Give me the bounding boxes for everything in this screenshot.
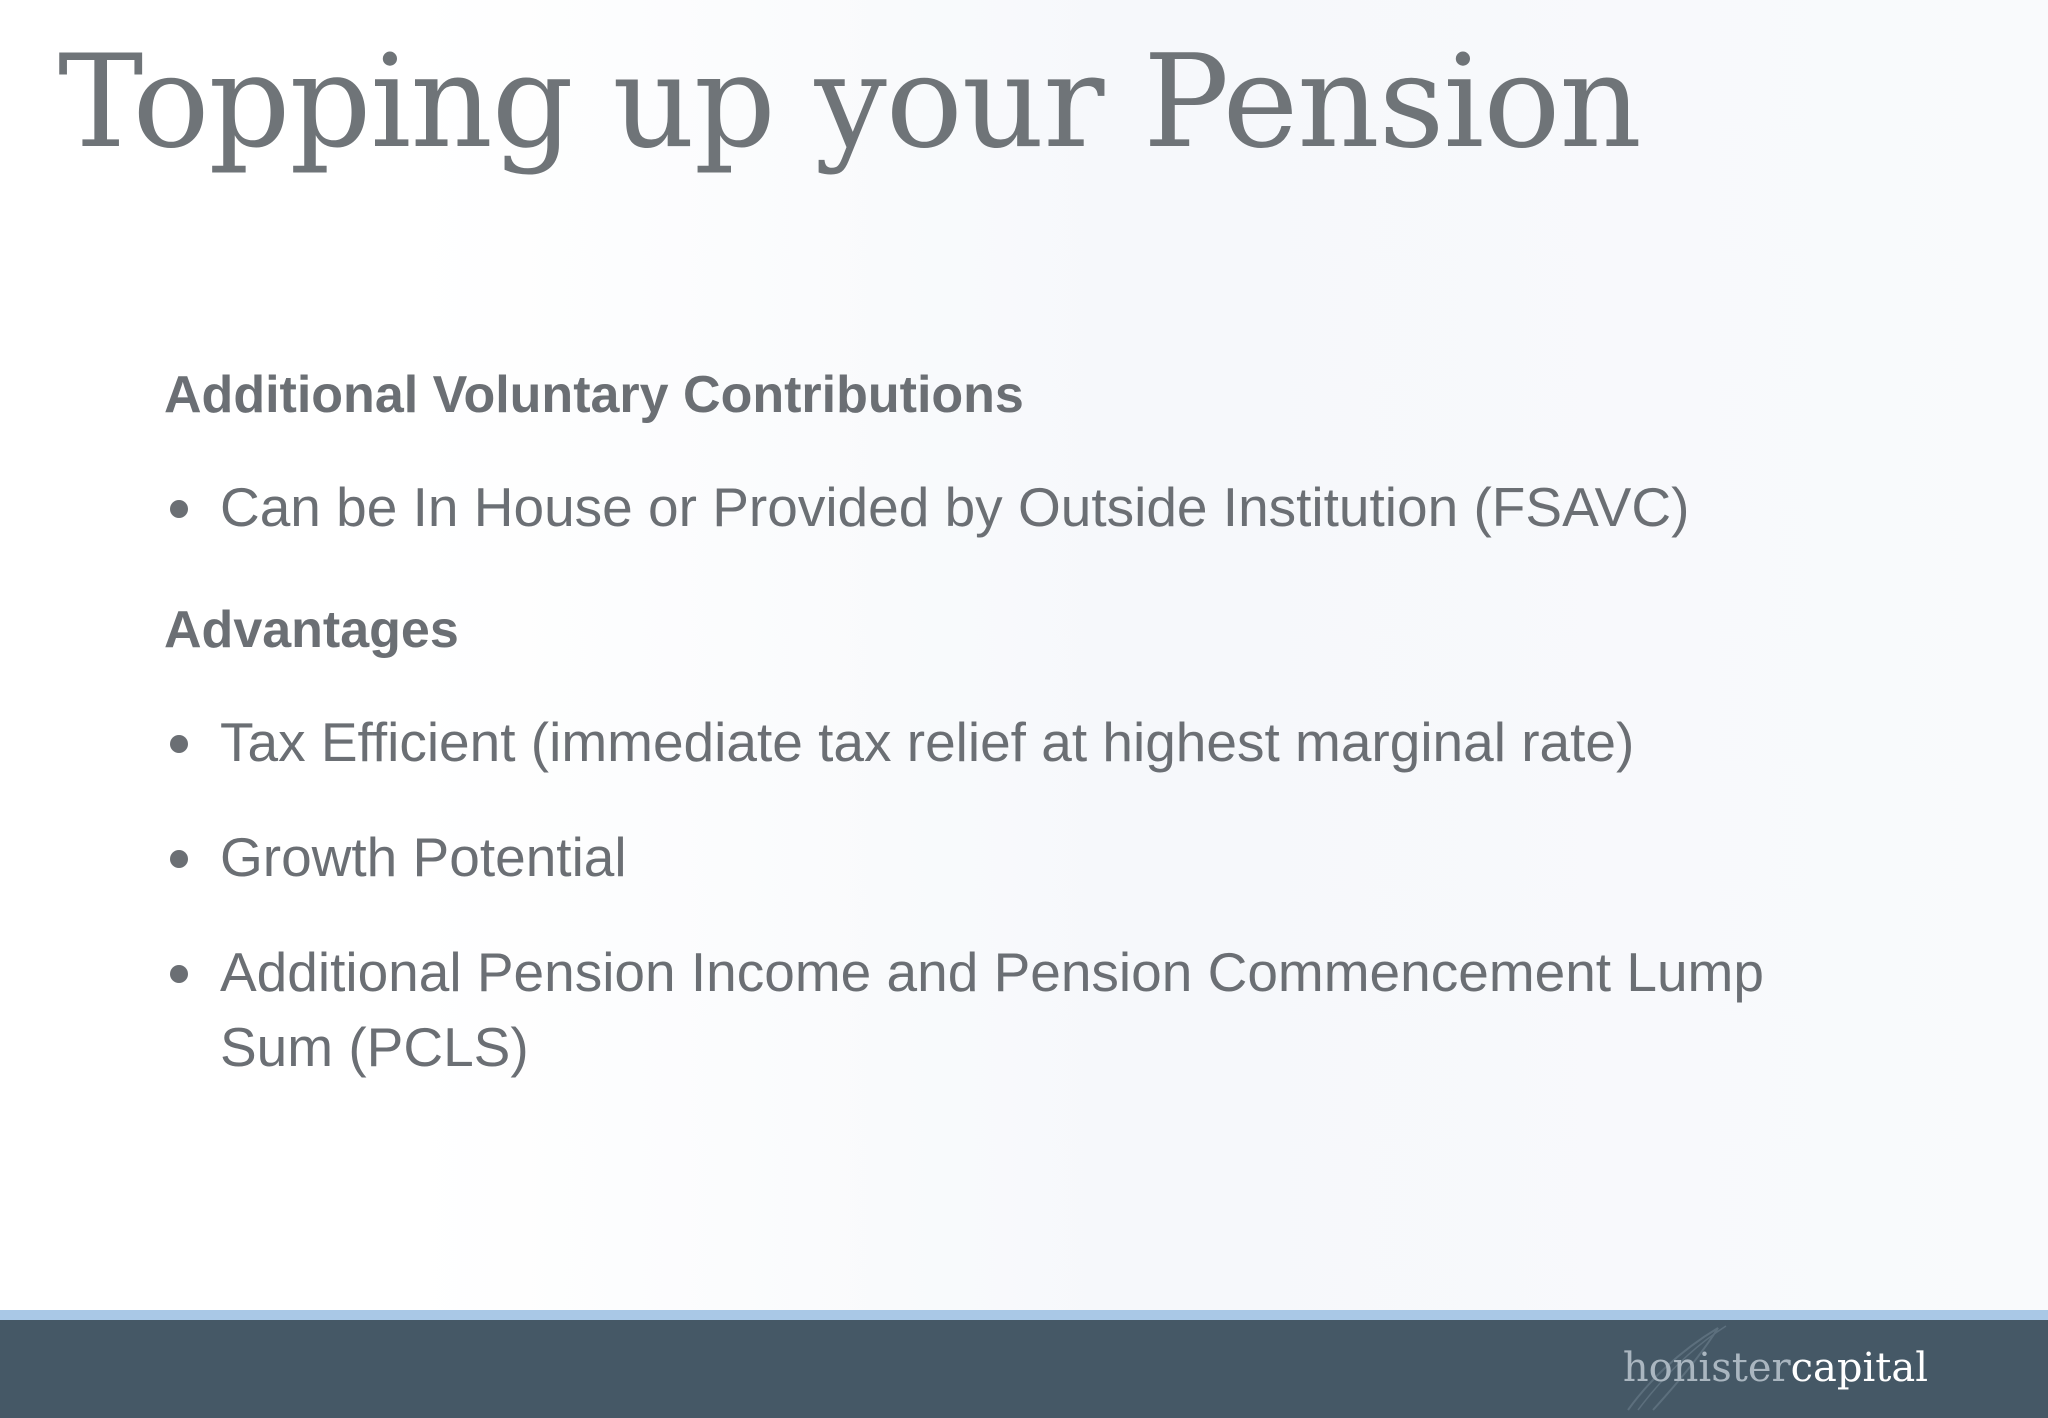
bullet-text: Tax Efficient (immediate tax relief at highest marginal rate): [220, 711, 1635, 773]
company-logo: [1608, 1322, 1928, 1412]
slide-title: Topping up your Pension: [58, 28, 1641, 177]
footer-stripe: [0, 1310, 2048, 1320]
advantages-heading: Advantages: [164, 601, 459, 659]
list-item: [164, 820, 1864, 895]
bullet-dot-icon: [170, 850, 188, 868]
bullet-text: Can be In House or Provided by Outside Institution (FSAVC): [220, 476, 1690, 538]
advantages-bullet-list: [164, 705, 1864, 1085]
bullet-text: Additional Pension Income and Pension Commencement Lump Sum (PCLS): [220, 941, 1764, 1078]
avc-heading: Additional Voluntary Contributions: [164, 366, 1024, 424]
bullet-dot-icon: [170, 735, 188, 753]
list-item: [164, 470, 1864, 545]
list-item: [164, 935, 1864, 1085]
bullet-dot-icon: [170, 965, 188, 983]
bullet-dot-icon: [170, 500, 188, 518]
logo-wordmark: [1623, 1344, 1928, 1392]
avc-bullet-list: [164, 470, 1864, 545]
list-item: [164, 705, 1864, 780]
slide-content: [164, 360, 1864, 1085]
logo-text-capital: capital: [1790, 1345, 1928, 1391]
bullet-text: Growth Potential: [220, 826, 627, 888]
logo-text-honister: honister: [1622, 1345, 1791, 1391]
